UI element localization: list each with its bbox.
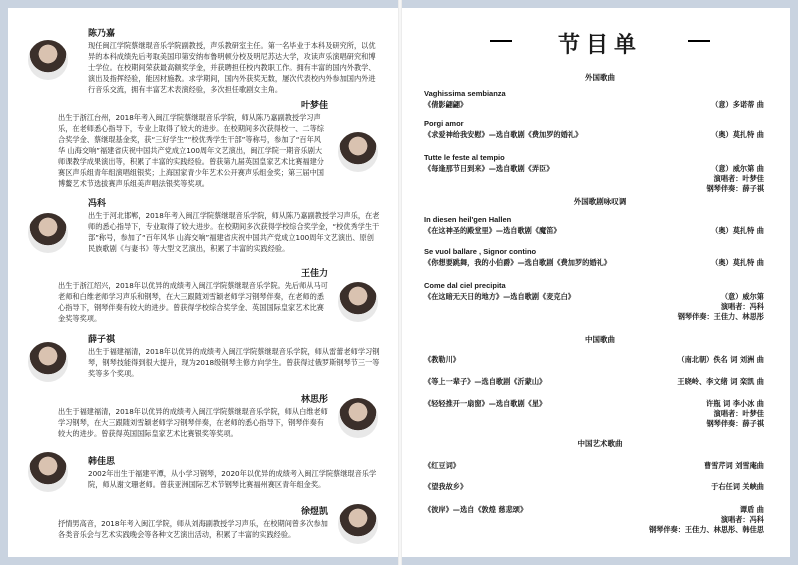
item-credit: 曹雪芹词 刘雪庵曲 [703, 461, 764, 470]
bio-text: 出生于浙江台州，2018年考入闽江学院蔡继琨音乐学院，师从陈乃嘉副教授学习声乐，在老师悉心指导下，专业上取得了较大的进步。在校期间多次获得校一、二等综合奖学金、蔡继琨基金奖，获“三好学生”“校优秀学生干部”等称号，参加了“百年风华 山海交响”福建省庆祝中国共产党成立100周年文艺演出，闽江学院一期音乐剧大师课教学成果演出等，积累了丰富的实践经验。曾获第九届英国皇家艺术比赛福建分赛区声乐组青年组演唱组银奖；上海国家青少年艺术公开赛声乐组金奖；第三届中国博鳌艺术节选拔赛声乐组美声唱法银奖等奖项。 [58, 113, 324, 188]
item-title-en: In diesen heil'gen Hallen [424, 215, 512, 224]
bio-text: 2002年出生于福建平潭，从小学习钢琴，2020年以优异的成绩考入闽江学院蔡继琨音乐学院，师从谢文珊老师。曾获亚洲国际艺术节钢琴比赛福州赛区青年组金奖。 [88, 469, 377, 489]
bio-text: 出生于福建福清，2018年以优异的成绩考入闽江学院蔡继琨音乐学院，师从雷蕾老师学习钢琴，钢琴技能得到很大提升，现为2018级钢琴主修方向学生。曾获得过俄罗斯钢琴节三一等奖等多个奖项。 [88, 347, 380, 378]
program-item [424, 504, 764, 515]
program-item [424, 246, 764, 268]
item-credit: 谭盾 曲 [739, 505, 764, 514]
bio-name: 林思彤 [300, 395, 328, 405]
avatar [28, 40, 68, 80]
section-header: 中国歌曲 [585, 335, 615, 344]
avatar [28, 452, 68, 492]
bio-name: 冯科 [88, 199, 107, 209]
avatar [28, 342, 68, 382]
item-credit: （奥）莫扎特 曲 [711, 226, 764, 235]
bio-block [88, 198, 380, 254]
item-title-en: Porgi amor [424, 119, 464, 128]
program-item [424, 118, 764, 140]
bio-text: 现任闽江学院蔡继琨音乐学院副教授，声乐教研室主任。第一名毕业于本科及研究所，以优异的本科成绩先后考取美国印第安纳布鲁明顿分校及明尼苏达大学，攻读声乐演唱研究和博士学位。在校期间荣获最高额奖学金，并获聘担任校内教职工作。拥有丰富的国内外教学、演出及指挥经验，能因材施教。求学期间，国内外获奖无数，屡次代表校内外参加国内外进行音乐交流，拥有丰富艺术表演经验，多次担任歌剧女主角。 [88, 41, 376, 94]
section-header: 中国艺术歌曲 [577, 439, 623, 448]
program-title-text: 节目单 [557, 32, 642, 58]
item-title-cn: 《你想要跳舞，我的小伯爵》—选自歌剧《费加罗的婚礼》 [424, 258, 611, 267]
item-title-cn: 《望我故乡》 [424, 482, 468, 491]
item-title-cn: 《红豆词》 [424, 461, 460, 470]
bio-name: 陈乃嘉 [88, 29, 116, 39]
bio-name: 叶梦佳 [300, 101, 328, 111]
program-item [424, 214, 764, 236]
item-title-cn: 《倩影翩翩》 [424, 100, 468, 109]
bio-block [88, 334, 380, 379]
item-title-en: Se vuol ballare , Signor contino [424, 247, 537, 256]
bio-text: 出生于河北邯郸，2018年考入闽江学院蔡继琨音乐学院，师从陈乃嘉副教授学习声乐，在老师的悉心指导下，专业取得了较大进步。在校期间多次获得学校综合奖学金，“校优秀学生干部”称号，参加了“百年风华 山海交响”福建省庆祝中国共产党成立100周年文艺演出、原创民族歌剧《与妻书》等大型文艺演出，积累了丰富的实践经验。 [88, 211, 380, 253]
bio-text: 出生于浙江绍兴，2018年以优异的成绩考入闽江学院蔡继琨音乐学院。先后师从马可老师和白维老师学习声乐和钢琴，在大三跟随刘雪颖老师学习钢琴伴奏，在老师的悉心指导下，钢琴伴奏有较大的进步。曾获得学校综合奖学金、英国国际皇家艺术比赛金奖等奖项。 [58, 281, 328, 323]
bio-text: 抒情男高音，2018年考入闽江学院，师从刘海副教授学习声乐，在校期间曾多次参加各类音乐会与艺术实践晚会等各种文艺演出活动，积累了丰富的实践经验。 [58, 519, 328, 539]
accompanist: 钢琴伴奏：薛子祺 [706, 419, 764, 428]
title-divider-right [688, 40, 710, 42]
item-title-cn: 《在这神圣的殿堂里》—选自歌剧《魔笛》 [424, 226, 561, 235]
bio-block [88, 28, 380, 95]
performer: 演唱者：冯科 [720, 515, 764, 524]
accompanist: 钢琴伴奏：薛子祺 [706, 184, 764, 193]
program-item [424, 354, 764, 365]
accompanist: 钢琴伴奏：王佳力、林思彤 [677, 312, 764, 321]
bio-name: 徐煜凯 [300, 507, 328, 517]
accompanist: 钢琴伴奏：王佳力、林思彤、韩佳思 [648, 525, 764, 534]
avatar [338, 132, 378, 172]
bio-name: 韩佳思 [88, 457, 116, 467]
bio-name: 薛子祺 [88, 335, 116, 345]
item-title-cn: 《在这暗无天日的地方》—选自歌剧《麦克白》 [424, 292, 575, 301]
bio-text: 出生于福建福清，2018年以优异的成绩考入闽江学院蔡继琨音乐学院，师从白维老师学习钢琴，在大三跟随刘雪颖老师学习钢琴伴奏，在老师的悉心指导下，钢琴伴奏有较大的进步。曾获得英国国际皇家艺术比赛银奖等奖项。 [58, 407, 328, 438]
item-credit: （奥）莫扎特 曲 [711, 130, 764, 139]
item-title-en: Tutte le feste al tempio [424, 153, 505, 162]
item-credit: 王晓岭、李文绪 词 栾凯 曲 [677, 377, 764, 386]
bio-block [58, 394, 328, 439]
performer: 演唱者：冯科 [720, 302, 764, 311]
item-title-en: Come dal ciel precipita [424, 281, 506, 290]
program-item [424, 398, 764, 409]
performer: 演唱者：叶梦佳 [713, 174, 764, 183]
item-credit: （意）威尔第 [720, 292, 764, 301]
performer: 演唱者：叶梦佳 [713, 409, 764, 418]
item-title-en: Vaghissima sembianza [424, 89, 506, 98]
item-credit: （奥）莫扎特 曲 [711, 258, 764, 267]
item-title-cn: 《轻轻推开一扇窗》—选自歌剧《星》 [424, 399, 547, 408]
title-divider-left [490, 40, 512, 42]
item-title-cn: 《教勒川》 [424, 355, 460, 364]
item-credit: 许瓶 词 李小冰 曲 [706, 399, 764, 408]
program-item [424, 88, 764, 110]
bio-block [58, 506, 328, 540]
item-credit: （南北朝）佚名 词 刘洲 曲 [677, 355, 764, 364]
item-title-cn: 《求爱神给我安慰》—选自歌剧《费加罗的婚礼》 [424, 130, 583, 139]
section-header: 外国歌曲 [585, 73, 615, 82]
bio-name: 王佳力 [300, 269, 328, 279]
program-item [424, 152, 764, 174]
avatar [28, 213, 68, 253]
program-item [424, 460, 764, 471]
avatar [338, 282, 378, 322]
program-title [520, 28, 680, 59]
avatar [338, 398, 378, 438]
item-credit: （意）多诺蒂 曲 [711, 100, 764, 109]
program-item [424, 376, 764, 387]
bio-block [58, 268, 328, 324]
program-item [424, 481, 764, 492]
bio-block [88, 456, 380, 490]
program-item [424, 280, 764, 302]
section-header: 外国歌剧咏叹调 [573, 197, 627, 206]
item-credit: （意）威尔第 曲 [711, 164, 764, 173]
item-credit: 于右任词 关峡曲 [711, 482, 764, 491]
bio-block [58, 100, 328, 189]
item-title-cn: 《等上一辈子》—选自歌剧《沂蒙山》 [424, 377, 547, 386]
avatar [338, 504, 378, 544]
item-title-cn: 《彼岸》—选自《敦煌 慈悲颂》 [424, 505, 528, 514]
item-title-cn: 《每逢那节日到来》—选自歌剧《弄臣》 [424, 164, 554, 173]
